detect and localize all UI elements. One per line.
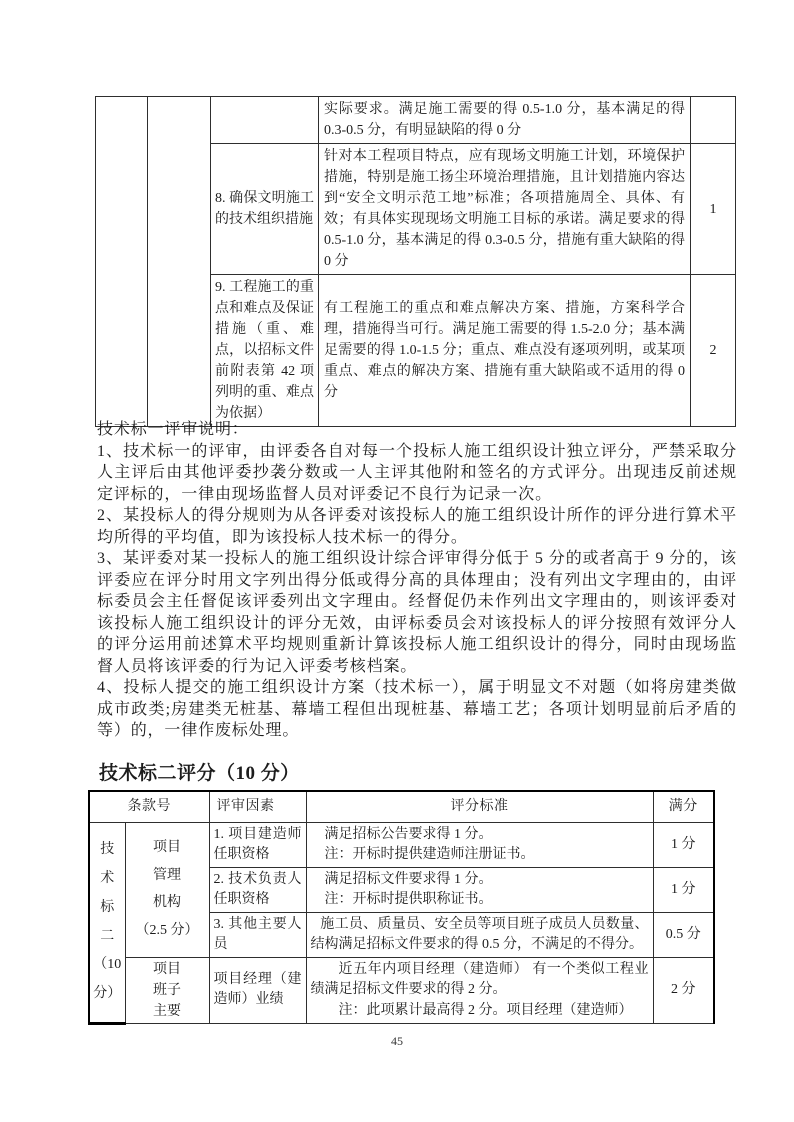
factor-cell bbox=[209, 867, 306, 912]
tech-bid-2-scoring-table bbox=[88, 790, 715, 1025]
subclause-column-empty-cell bbox=[148, 97, 211, 427]
max-score-cell: 1 分 bbox=[653, 867, 714, 912]
clause-char: 分） bbox=[93, 986, 122, 1002]
criteria-note-line: 注：开标时提供职称证书。 bbox=[324, 891, 493, 907]
factor-text: 3. 其他主要人员 bbox=[213, 916, 302, 952]
factor-cell bbox=[211, 97, 319, 144]
criteria-text: 近五年内项目经理（建造师） 有一个类似工程业绩满足招标文件要求的得 2 分。 bbox=[310, 961, 649, 997]
subclause-line: 管理 bbox=[153, 867, 181, 883]
header-criteria: 评分标准 bbox=[306, 791, 653, 822]
criteria-text: 实际要求。满足施工需要的得 0.5-1.0 分，基本满足的得 0.3-0.5 分，有明显缺陷的得 0 分 bbox=[324, 102, 685, 138]
score-cell: 1 bbox=[691, 144, 736, 275]
criteria-cell bbox=[319, 275, 691, 427]
subclause-line: 班子 bbox=[153, 982, 181, 998]
subclause-line: 机构 bbox=[153, 895, 181, 911]
criteria-cell bbox=[306, 912, 653, 957]
page-number: 45 bbox=[391, 1034, 403, 1048]
factor-cell bbox=[209, 822, 306, 867]
subclause-line: （2.5 分） bbox=[135, 922, 199, 938]
factor-text: 9. 工程施工的重点和难点及保证措施（重、难点，以招标文件前附表第 42 项列明的重、难点为依据） bbox=[215, 280, 314, 421]
score-cell bbox=[691, 97, 736, 144]
subclause-group-label bbox=[126, 831, 209, 949]
header-max-score: 满分 bbox=[653, 791, 714, 822]
subclause-line: 主要 bbox=[153, 1003, 181, 1019]
factor-cell bbox=[211, 144, 319, 275]
clause-char: 二 bbox=[100, 928, 115, 944]
criteria-text: 针对本工程项目特点，应有现场文明施工计划，环境保护措施，特别是施工扬尘环境治理措施，且计划措施内容达到“安全文明示范工地”标准；各项措施周全、具体、有效；有具体实现现场文明施工目标的承诺。满足要求的得 0.5-1.0 分，基本满足的得 0.3-0.5 分，措施有重大缺陷的得 0 分 bbox=[324, 149, 685, 269]
tech-bid-1-scoring-table bbox=[95, 96, 736, 427]
subclause-group-cell bbox=[125, 957, 209, 1024]
score-cell: 2 bbox=[691, 275, 736, 427]
clause-vertical-label-cell bbox=[89, 822, 125, 1024]
clause-char: 技 bbox=[100, 842, 115, 858]
factor-text: 项目经理（建造师）业绩 bbox=[213, 972, 302, 1008]
clause-char: （10 bbox=[93, 957, 122, 973]
table-row bbox=[89, 957, 714, 1024]
table-row bbox=[96, 97, 736, 144]
factor-cell bbox=[209, 957, 306, 1024]
table-row bbox=[89, 822, 714, 867]
criteria-note-line: 注：开标时提供建造师注册证书。 bbox=[324, 846, 535, 862]
criteria-cell bbox=[306, 957, 653, 1024]
factor-text: 2. 技术负责人任职资格 bbox=[213, 871, 302, 907]
subclause-group-cell bbox=[125, 822, 209, 957]
clause-char: 术 bbox=[100, 870, 115, 886]
max-score-cell: 0.5 分 bbox=[653, 912, 714, 957]
factor-cell bbox=[211, 275, 319, 427]
max-score-cell: 2 分 bbox=[653, 957, 714, 1024]
clause-column-empty-cell bbox=[96, 97, 148, 427]
criteria-cell bbox=[306, 867, 653, 912]
clause-vertical-label bbox=[90, 831, 125, 1013]
criteria-text: 有工程施工的重点和难点解决方案、措施，方案科学合理，措施得当可行。满足施工需要的得 1.5-2.0 分；基本满足需要的得 1.0-1.5 分；重点、难点没有逐项列明，或某项重点、难点的解决方案、措施有重大缺陷或不适用的得 0 分 bbox=[324, 301, 685, 400]
header-factor: 评审因素 bbox=[209, 791, 306, 822]
criteria-cell bbox=[319, 97, 691, 144]
header-clause: 条款号 bbox=[89, 791, 209, 822]
section-heading-tech-bid-2: 技术标二评分（10 分） bbox=[99, 763, 300, 784]
subclause-line: 项目 bbox=[153, 961, 181, 977]
factor-cell bbox=[209, 912, 306, 957]
clause-char: 标 bbox=[100, 899, 115, 915]
max-score-cell: 1 分 bbox=[653, 822, 714, 867]
factor-text: 1. 项目建造师任职资格 bbox=[213, 826, 302, 862]
note-item-2: 2、某投标人的得分规则为从各评委对该投标人的施工组织设计所作的评分进行算术平均所得的平均值，即为该投标人技术标一的得分。 bbox=[97, 507, 737, 546]
note-item-4: 4、投标人提交的施工组织设计方案（技术标一），属于明显文不对题（如将房建类做成市政类;房建类无桩基、幕墙工程但出现桩基、幕墙工艺；各项计划明显前后矛盾的等）的，一律作废标处理。 bbox=[97, 679, 737, 739]
criteria-line: 满足招标公告要求得 1 分。 bbox=[324, 826, 493, 842]
criteria-cell bbox=[319, 144, 691, 275]
subclause-group-label bbox=[126, 959, 209, 1022]
notes-title: 技术标一评审说明： bbox=[97, 421, 249, 438]
criteria-line: 满足招标文件要求得 1 分。 bbox=[324, 871, 493, 887]
criteria-cell bbox=[306, 822, 653, 867]
subclause-line: 项目 bbox=[153, 840, 181, 856]
criteria-note-line: 注：此项累计最高得 2 分。项目经理（建造师） bbox=[338, 1002, 633, 1018]
header-row bbox=[89, 791, 714, 822]
note-item-3: 3、某评委对某一投标人的施工组织设计综合评审得分低于 5 分的或者高于 9 分的，该评委应在评分时用文字列出得分低或得分高的具体理由；没有列出文字理由的，由评标委员会主任督促该评委列出文字理由。经督促仍未作列出文字理由的，则该评委对该投标人施工组织设计的评分无效，由评标委员会对该投标人的评分按照有效评分人的评分运用前述算术平均规则重新计算该投标人施工组织设计的得分，同时由现场监督人员将该评委的行为记入评委考核档案。 bbox=[97, 550, 737, 675]
criteria-text: 施工员、质量员、安全员等项目班子成员人员数量、结构满足招标文件要求的得 0.5 分，不满足的不得分。 bbox=[310, 916, 649, 952]
note-item-1: 1、技术标一的评审，由评委各自对每一个投标人施工组织设计独立评分，严禁采取分人主评后由其他评委抄袭分数或一人主评其他附和签名的方式评分。出现违反前述规定评标的，一律由现场监督人员对评委记不良行为记录一次。 bbox=[97, 442, 737, 503]
factor-text: 8. 确保文明施工的技术组织措施 bbox=[215, 191, 314, 227]
tech-bid-1-review-notes bbox=[97, 419, 737, 742]
